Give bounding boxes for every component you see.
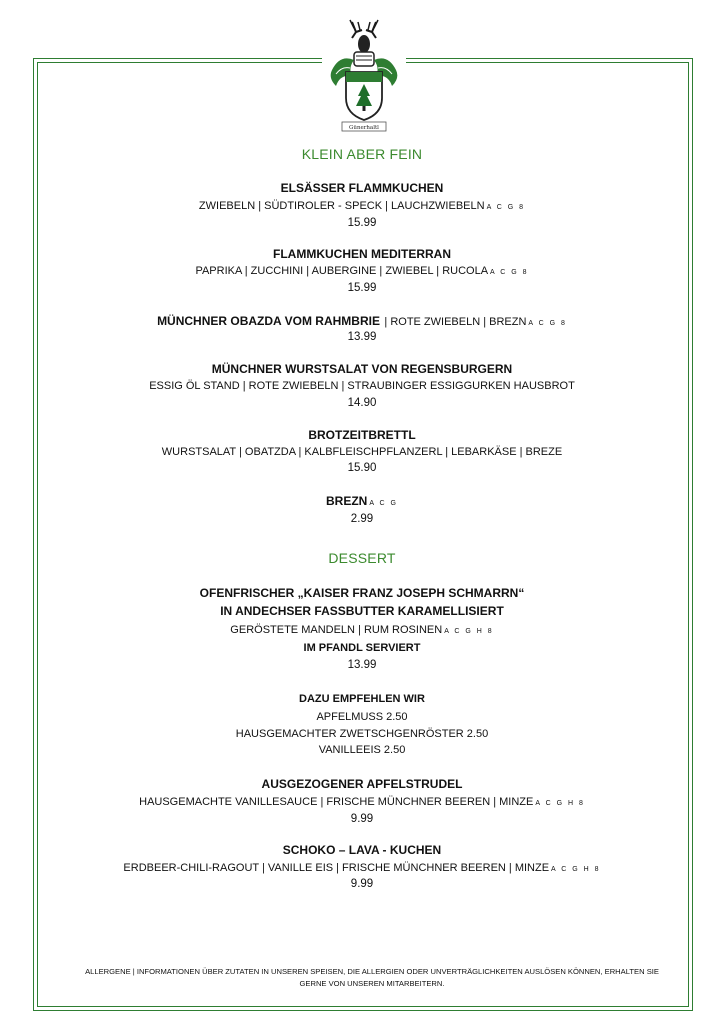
dessert-description: HAUSGEMACHTE VANILLESAUCE | FRISCHE MÜNCHNER BEEREN | MINZE A C G H 8 <box>139 796 585 808</box>
item-description: PAPRIKA | ZUCCHINI | AUBERGINE | ZWIEBEL | RUCOLA A C G 8 <box>195 265 529 277</box>
dessert-title: AUSGEZOGENER APFELSTRUDEL <box>261 777 463 791</box>
item-allergens: A C G 8 <box>528 320 567 327</box>
dessert-serving: IM PFANDL SERVIERT <box>303 642 421 654</box>
dessert-price: 13.99 <box>347 659 377 671</box>
logo-caption: Günerhaltl <box>349 125 379 131</box>
item-description: ZWIEBELN | SÜDTIROLER - SPECK | LAUCHZWIEBELN A C G 8 <box>198 200 526 212</box>
item-title: ELSÄSSER FLAMMKUCHEN <box>280 181 444 195</box>
footer-line: GERNE VON UNSEREN MITARBEITERN. <box>299 979 445 988</box>
item-allergens: A C G H 8 <box>551 866 601 873</box>
dessert-description: GERÖSTETE MANDELN | RUM ROSINEN A C G H 8 <box>230 624 494 636</box>
item-title-line: MÜNCHNER OBAZDA VOM RAHMBRIE | ROTE ZWIEBELN | BREZN A C G 8 <box>157 314 567 328</box>
section-heading-dessert: DESSERT <box>328 550 396 566</box>
item-title: MÜNCHNER WURSTSALAT VON REGENSBURGERN <box>211 362 513 376</box>
item-price: 15.90 <box>347 462 377 474</box>
recommendations-title: DAZU EMPFEHLEN WIR <box>299 693 425 705</box>
item-price: 2.99 <box>350 513 374 525</box>
coat-of-arms-icon <box>322 16 406 134</box>
recommendation-item: APFELMUSS 2.50 <box>316 711 408 723</box>
item-description: ESSIG ÖL STAND | ROTE ZWIEBELN | STRAUBINGER ESSIGGURKEN HAUSBROT <box>149 380 575 392</box>
dessert-title: OFENFRISCHER „KAISER FRANZ JOSEPH SCHMARRN“ <box>199 586 525 600</box>
recommendation-item: HAUSGEMACHTER ZWETSCHGENRÖSTER 2.50 <box>235 728 489 740</box>
item-price: 15.99 <box>347 282 377 294</box>
item-price: 15.99 <box>347 217 377 229</box>
item-description: WURSTSALAT | OBATZDA | KALBFLEISCHPFLANZERL | LEBARKÄSE | BREZE <box>161 446 563 458</box>
item-allergens: A C G <box>369 500 399 507</box>
item-description: | ROTE ZWIEBELN | BREZN <box>384 316 527 328</box>
item-title-line: BREZN A C G <box>325 494 399 508</box>
item-price: 13.99 <box>347 331 377 343</box>
item-allergens: A C G 8 <box>486 204 526 211</box>
recommendation-item: VANILLEEIS 2.50 <box>318 744 406 756</box>
dessert-price: 9.99 <box>350 813 374 825</box>
footer-line: ALLERGENE | INFORMATIONEN ÜBER ZUTATEN IN UNSEREN SPEISEN, DIE ALLERGIEN ODER UNVERTRÄGLICHKEITEN AUSLÖSEN KÖNNEN, ERHALTEN SIE <box>85 967 659 976</box>
coat-of-arms-logo <box>322 16 406 134</box>
item-allergens: A C G H 8 <box>444 628 494 635</box>
dessert-title: SCHOKO – LAVA - KUCHEN <box>282 843 442 857</box>
allergen-footer <box>60 966 684 990</box>
dessert-description: ERDBEER-CHILI-RAGOUT | VANILLE EIS | FRISCHE MÜNCHNER BEEREN | MINZE A C G H 8 <box>123 862 601 874</box>
item-price: 14.90 <box>347 397 377 409</box>
dessert-title-line2: IN ANDECHSER FASSBUTTER KARAMELLISIERT <box>220 604 504 618</box>
dessert-price: 9.99 <box>350 878 374 890</box>
item-allergens: A C G 8 <box>490 269 529 276</box>
item-title: FLAMMKUCHEN MEDITERRAN <box>273 247 451 261</box>
item-allergens: A C G H 8 <box>535 800 585 807</box>
item-title: BROTZEITBRETTL <box>308 428 416 442</box>
section-heading-klein: KLEIN ABER FEIN <box>301 146 423 162</box>
